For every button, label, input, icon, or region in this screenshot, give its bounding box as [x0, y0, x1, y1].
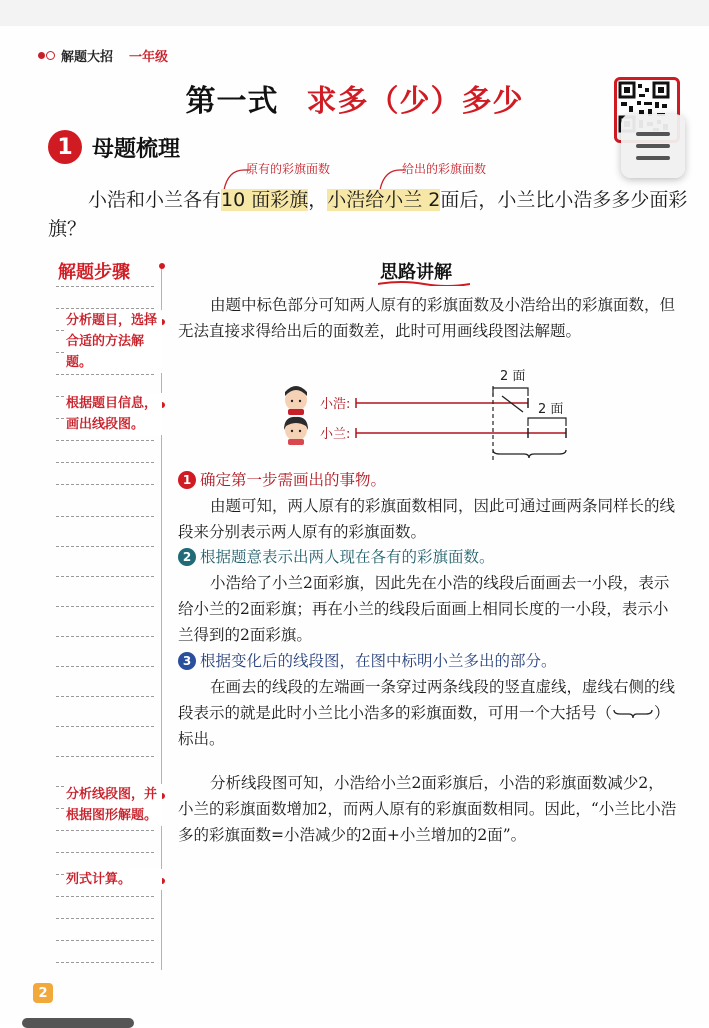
top-band [0, 0, 709, 26]
substep-3-body-before: 在画去的线段的左端画一条穿过两条线段的竖直虚线，虚线右侧的线段表示的就是此时小兰比小浩多的彩旗面数，可用一个大括号（ [178, 678, 676, 722]
substep-3-body [178, 674, 678, 752]
segment-diagram-svg [280, 366, 580, 466]
section-heading [48, 130, 180, 164]
ruling-line [56, 516, 154, 517]
ruling-line [56, 606, 154, 607]
problem-statement [48, 186, 688, 244]
label-xiaolan: 小兰: [320, 427, 351, 442]
menu-icon-bar [636, 156, 670, 160]
ruling-line [56, 546, 154, 547]
segment-diagram [280, 366, 580, 466]
label-xiaohao: 小浩: [320, 397, 351, 412]
boy-avatar-icon [285, 386, 307, 415]
annotation-given-flags: 给出的彩旗面数 [402, 162, 487, 176]
page-title [0, 76, 709, 120]
substep-3-title: 根据变化后的线段图，在图中标明小兰多出的部分。 [200, 652, 557, 670]
section-number-badge: 1 [48, 130, 82, 164]
problem-text-2: ， [308, 189, 328, 211]
grade-label: 一年级 [129, 50, 169, 65]
label-top-2: 2 面 [500, 369, 526, 384]
thinking-underline [378, 280, 470, 286]
analysis-text: 分析线段图可知，小浩给小兰2面彩旗后，小浩的彩旗面数减少2，小兰的彩旗面数增加2，而两人原有的彩旗面数相同。因此，“小兰比小浩多的彩旗面数=小浩减少的2面+小兰增加的2面”。 [178, 774, 677, 844]
step-1: 分析题目，选择合适的方法解题。 [66, 310, 162, 373]
ruling-line [56, 462, 154, 463]
steps-title: 解题步骤 [58, 262, 130, 283]
substep-2-body: 小浩给了小兰2面彩旗，因此先在小浩的线段后面画去一小段，表示给小兰的2面彩旗；再在小兰的线段后面画上相同长度的一小段，表示小兰得到的2面彩旗。 [178, 574, 670, 644]
steps-marker [159, 263, 165, 269]
strike-line [502, 396, 523, 412]
right-bracket [528, 418, 566, 426]
ruling-line [56, 726, 154, 727]
substep-2-heading [178, 544, 678, 570]
label-right-2: 2 面 [538, 402, 564, 417]
series-dot-icon [38, 52, 45, 59]
ruling-line [56, 666, 154, 667]
ruling-line [56, 696, 154, 697]
title-name: 求多（少）多少 [306, 84, 524, 119]
series-name: 解题大招 [61, 50, 114, 65]
step-3: 分析线段图，并根据图形解题。 [66, 784, 162, 826]
step-2: 根据题目信息，画出线段图。 [66, 393, 162, 435]
ruling-line [56, 308, 154, 309]
thinking-title: 思路讲解 [380, 262, 452, 283]
substep-3-badge: 3 [178, 652, 196, 670]
substep-1-title: 确定第一步需画出的事物。 [200, 471, 387, 489]
substep-1-badge: 1 [178, 471, 196, 489]
menu-button[interactable] [621, 114, 685, 178]
problem-text-1: 小浩和小兰各有 [88, 189, 222, 211]
problem-highlight-2: 小浩给小兰 2 [327, 189, 441, 211]
substep-2-title: 根据题意表示出两人现在各有的彩旗面数。 [200, 548, 495, 566]
girl-avatar-icon [284, 417, 308, 445]
series-ring-icon [46, 51, 55, 60]
ruling-line [56, 918, 154, 919]
ruling-line [56, 286, 154, 287]
problem-text-3: 面后，小兰比小浩多多少面彩旗？ [48, 189, 688, 240]
ruling-line [56, 484, 154, 485]
substep-3-body-after: ）标出。 [178, 704, 670, 748]
ruling-line [56, 852, 154, 853]
home-indicator[interactable] [22, 1018, 134, 1028]
ruling-line [56, 576, 154, 577]
title-number: 第一式 [185, 84, 279, 119]
annotation-original-flags: 原有的彩旗面数 [246, 162, 331, 176]
brace-symbol-icon [612, 707, 654, 721]
problem-highlight-1: 10 面彩旗 [221, 189, 309, 211]
section-title: 母题梳理 [92, 136, 181, 162]
ruling-line [56, 756, 154, 757]
ruling-line [56, 440, 154, 441]
menu-icon-bar [636, 132, 670, 136]
step-4: 列式计算。 [66, 869, 162, 890]
substep-1-heading [178, 467, 678, 493]
ruling-line [56, 830, 154, 831]
menu-icon-bar [636, 144, 670, 148]
ruling-line [56, 896, 154, 897]
page-number: 2 [33, 983, 53, 1003]
ruling-line [56, 636, 154, 637]
ruling-line [56, 374, 154, 375]
ruling-line [56, 940, 154, 941]
ruling-line [56, 962, 154, 963]
bottom-brace [493, 450, 566, 458]
thinking-intro: 由题中标色部分可知两人原有的彩旗面数及小浩给出的彩旗面数，但无法直接求得给出后的面数差，此时可用画线段图法解题。 [178, 296, 676, 340]
substep-2-badge: 2 [178, 548, 196, 566]
substep-3-heading [178, 648, 678, 674]
top-bracket [493, 388, 528, 396]
series-label [38, 46, 168, 65]
substep-1-body: 由题可知，两人原有的彩旗面数相同，因此可通过画两条同样长的线段来分别表示两人原有的彩旗面数。 [178, 497, 676, 541]
